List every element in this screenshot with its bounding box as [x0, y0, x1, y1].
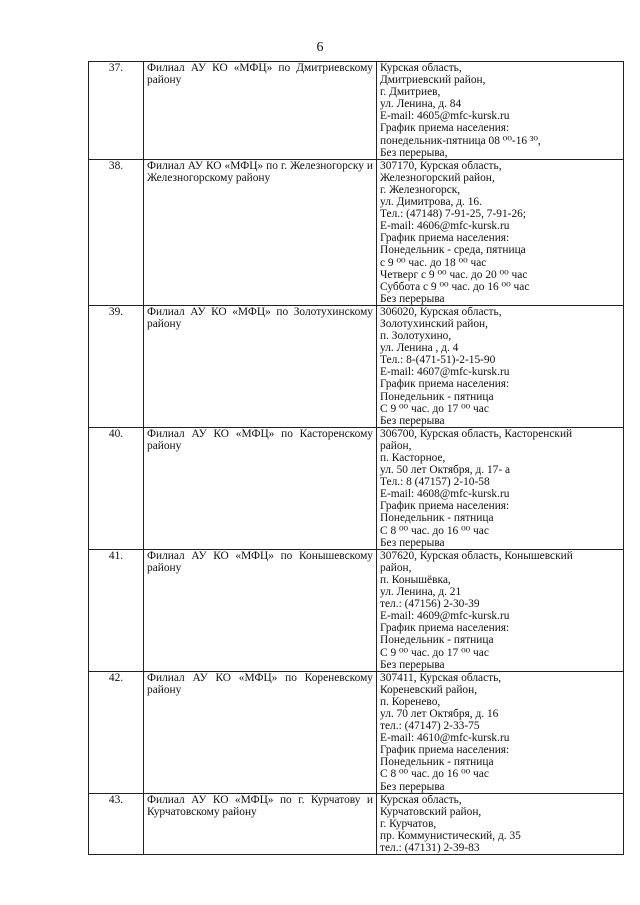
address-line: 307170, Курская область,: [380, 159, 502, 172]
address-line: Без перерыва,: [380, 146, 448, 159]
branch-name-cell: [144, 305, 377, 427]
address-line: ул. Димитрова, д. 16.: [380, 196, 482, 209]
branch-name-cell: [144, 159, 377, 305]
address-line: ул. 50 лет Октября, д. 17- а: [380, 464, 511, 477]
address-line: Железногорский район,: [380, 171, 495, 184]
branch-name-cell: [144, 671, 377, 793]
table-row: [89, 793, 624, 854]
branch-address-cell: [377, 159, 624, 305]
branch-name: Филиал АУ КО «МФЦ» по г. Железногорску и Железногорскому району: [147, 159, 373, 184]
address-line: Золотухинский район,: [380, 317, 489, 330]
address-line: Дмитриевский район,: [380, 74, 486, 87]
row-number: 37.: [89, 62, 144, 160]
address-line: С 8 ⁰⁰ час. до 16 ⁰⁰ час: [380, 524, 489, 537]
address-line: E-mail: 4610@mfc-kursk.ru: [380, 732, 510, 745]
branch-name: Филиал АУ КО «МФЦ» по Золотухинскому району: [147, 305, 373, 330]
address-line: понедельник-пятница 08 ⁰⁰-16 ³⁰,: [380, 134, 541, 147]
branch-address-cell: [377, 671, 624, 793]
address-line: п. Конышёвка,: [380, 573, 451, 586]
table-row: [89, 62, 624, 160]
branch-name-cell: [144, 549, 377, 671]
address-line: ул. Ленина, д. 21: [380, 586, 462, 599]
address-line: ул. Ленина , д. 4: [380, 342, 459, 355]
address-line: Курская область,: [380, 793, 462, 806]
address-line: Понедельник - пятница: [380, 634, 494, 647]
branch-address-cell: [377, 62, 624, 160]
row-number: 38.: [89, 159, 144, 305]
branch-name-cell: [144, 62, 377, 160]
address-line: График приема населения:: [380, 378, 510, 391]
address-line: График приема населения:: [380, 500, 510, 513]
branch-address-cell: [377, 793, 624, 854]
address-line: График приема населения:: [380, 622, 510, 635]
address-line: E-mail: 4608@mfc-kursk.ru: [380, 488, 510, 501]
address-line: Курчатовский район,: [380, 805, 482, 818]
address-line: район,: [380, 561, 412, 574]
address-line: Без перерыва: [380, 780, 445, 793]
branch-name: Филиал АУ КО «МФЦ» по Кореневскому району: [147, 671, 373, 696]
address-line: Кореневский район,: [380, 683, 478, 696]
address-line: Суббота с 9 ⁰⁰ час. до 16 ⁰⁰ час: [380, 280, 530, 293]
address-line: С 9 ⁰⁰ час. до 17 ⁰⁰ час: [380, 402, 489, 415]
address-line: Тел.: (47148) 7-91-25, 7-91-26;: [380, 208, 527, 221]
address-line: 306020, Курская область,: [380, 305, 502, 318]
address-line: С 9 ⁰⁰ час. до 17 ⁰⁰ час: [380, 646, 489, 659]
row-number: 39.: [89, 305, 144, 427]
address-line: п. Коренево,: [380, 695, 441, 708]
address-line: Без перерыва: [380, 414, 445, 427]
address-line: E-mail: 4606@mfc-kursk.ru: [380, 220, 510, 233]
table-row: [89, 427, 624, 549]
address-line: Понедельник - пятница: [380, 756, 494, 769]
table-row: [89, 159, 624, 305]
address-line: Четверг с 9 ⁰⁰ час. до 20 ⁰⁰ час: [380, 268, 528, 281]
address-line: 307411, Курская область,: [380, 671, 502, 684]
address-line: г. Железногорск,: [380, 183, 461, 196]
branch-name-cell: [144, 427, 377, 549]
address-line: Понедельник - пятница: [380, 390, 494, 403]
address-line: E-mail: 4609@mfc-kursk.ru: [380, 610, 510, 623]
address-line: г. Курчатов,: [380, 817, 437, 830]
branch-name: Филиал АУ КО «МФЦ» по г. Курчатову и Курчатовскому району: [147, 793, 373, 818]
address-line: Без перерыва: [380, 658, 445, 671]
row-number: 40.: [89, 427, 144, 549]
address-line: п. Золотухино,: [380, 330, 452, 343]
address-line: тел.: (47156) 2-30-39: [380, 598, 480, 611]
row-number: 42.: [89, 671, 144, 793]
branches-table: [88, 61, 624, 855]
address-line: Тел.: 8 (47157) 2-10-58: [380, 476, 490, 489]
page-number: 6: [316, 40, 324, 55]
table-row: [89, 549, 624, 671]
address-line: Без перерыва: [380, 292, 445, 305]
address-line: С 8 ⁰⁰ час. до 16 ⁰⁰ час: [380, 768, 489, 781]
address-line: г. Дмитриев,: [380, 86, 441, 99]
address-line: Тел.: 8-(471-51)-2-15-90: [380, 354, 496, 367]
address-line: Понедельник - среда, пятница: [380, 244, 526, 257]
branches-table-body: [89, 62, 624, 855]
address-line: Понедельник - пятница: [380, 512, 494, 525]
branch-name: Филиал АУ КО «МФЦ» по Дмитриевскому району: [147, 62, 373, 87]
table-row: [89, 305, 624, 427]
address-line: E-mail: 4605@mfc-kursk.ru: [380, 110, 510, 123]
address-line: п. Касторное,: [380, 452, 446, 464]
address-line: 306700, Курская область, Касторенский: [380, 427, 573, 440]
branch-address-cell: [377, 305, 624, 427]
address-line: E-mail: 4607@mfc-kursk.ru: [380, 366, 510, 379]
address-line: Курская область,: [380, 62, 462, 74]
address-line: Без перерыва: [380, 536, 445, 549]
address-line: ул. Ленина, д. 84: [380, 98, 462, 111]
address-line: 307620, Курская область, Конышевский: [380, 549, 573, 562]
row-number: 43.: [89, 793, 144, 854]
address-line: с 9 ⁰⁰ час. до 18 ⁰⁰ час: [380, 256, 487, 269]
branch-name-cell: [144, 793, 377, 854]
row-number: 41.: [89, 549, 144, 671]
address-line: ул. 70 лет Октября, д. 16: [380, 707, 499, 720]
address-line: тел.: (47147) 2-33-75: [380, 720, 480, 733]
address-line: пр. Коммунистический, д. 35: [380, 829, 521, 842]
address-line: График приема населения:: [380, 122, 510, 135]
branch-name: Филиал АУ КО «МФЦ» по Конышевскому району: [147, 549, 373, 574]
address-line: График приема населения:: [380, 232, 510, 245]
branch-address-cell: [377, 427, 624, 549]
branch-address-cell: [377, 549, 624, 671]
address-line: График приема населения:: [380, 744, 510, 757]
branch-name: Филиал АУ КО «МФЦ» по Касторенскому району: [147, 427, 373, 452]
table-row: [89, 671, 624, 793]
address-line: район,: [380, 439, 412, 452]
address-line: тел.: (47131) 2-39-83: [380, 842, 480, 854]
